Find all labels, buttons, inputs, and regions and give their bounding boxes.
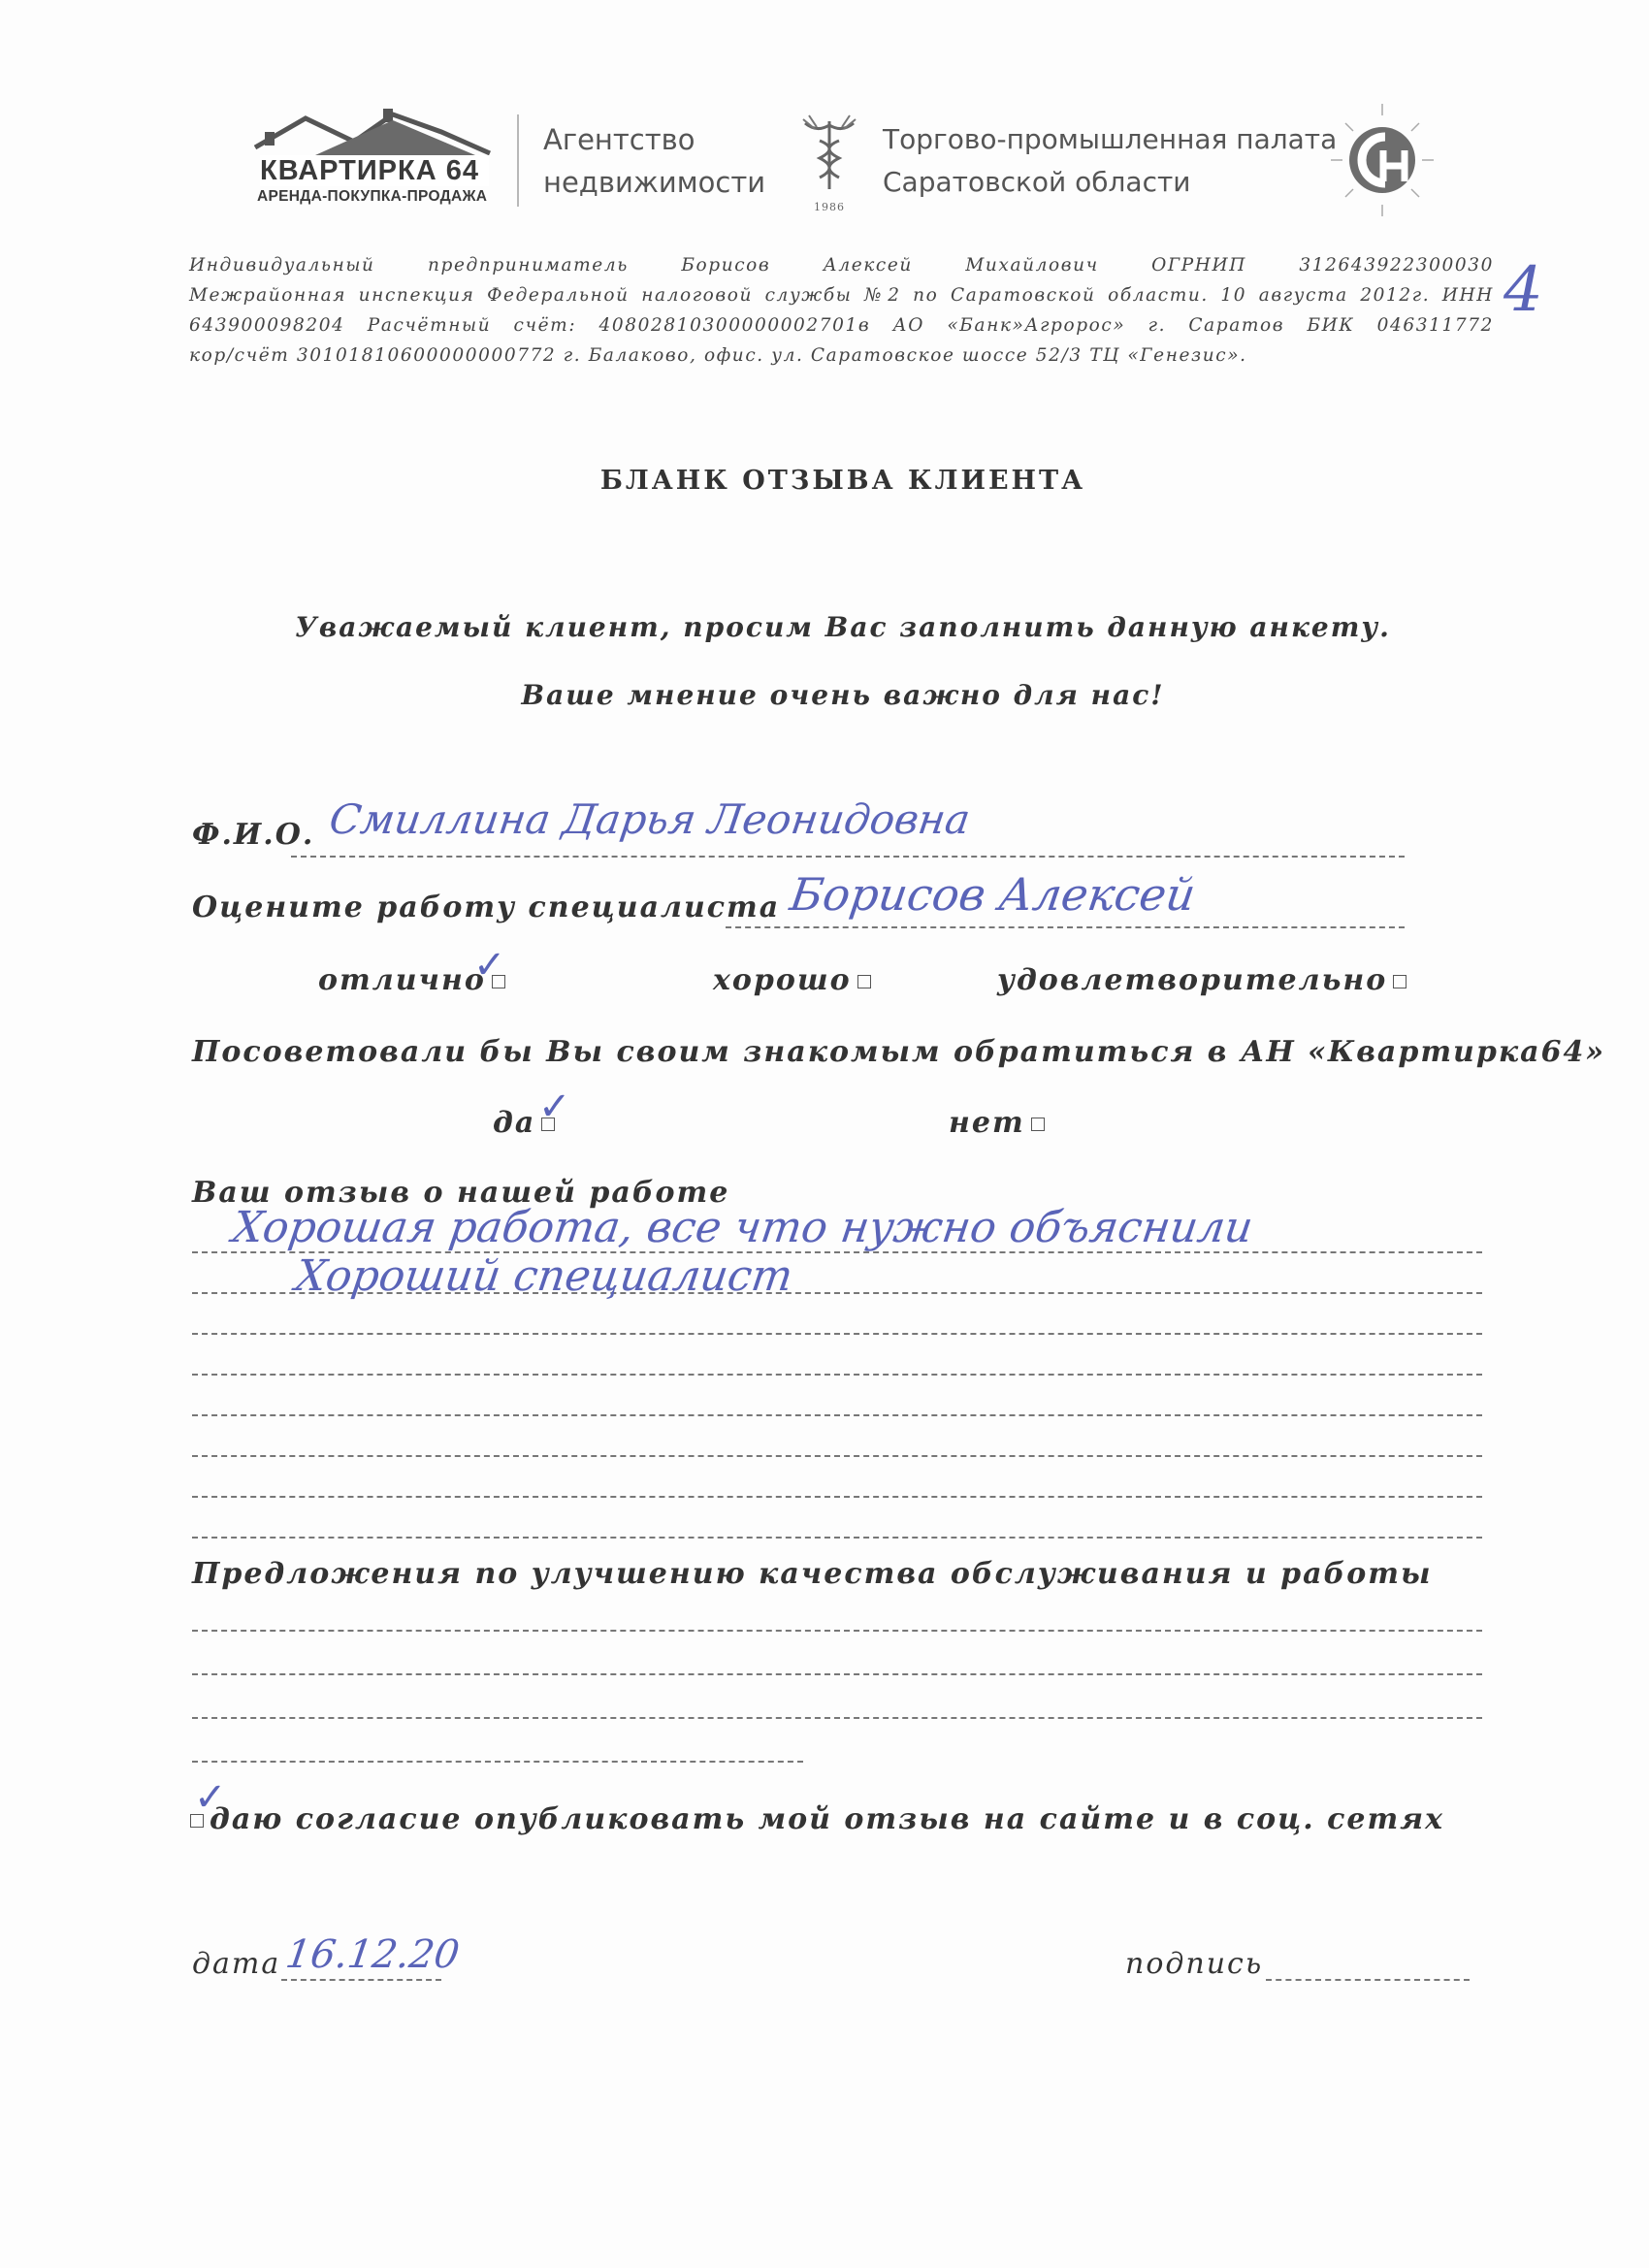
form-title: БЛАНК ОТЗЫВА КЛИЕНТА [599,466,1086,496]
recommend-no[interactable] [949,1106,1045,1140]
publish-consent-label: даю согласие опубликовать мой отзыв на сайте и в соц. сетях [210,1802,1444,1836]
header-divider [517,114,519,207]
agency-line-1: Агентство [543,123,695,156]
suggestions-line-2 [192,1673,1482,1675]
review-line-6 [192,1455,1482,1457]
publish-consent-check-icon: ✓ [194,1775,227,1820]
corner-handwritten-mark: 4 [1504,254,1543,326]
fio-label: Ф.И.О. [192,818,315,852]
requisites-line-2: Межрайонная инспекция Федеральной налоговой службы №2 по Саратовской области. 10 августа 2012г. ИНН [189,285,1494,306]
suggestions-line-4 [192,1761,803,1763]
rating-good-label: хорошо [713,963,852,997]
requisites-line-1: Индивидуальный предприниматель Борисов Алексей Михайлович ОГРНИП 312643922300030 [189,255,1494,275]
mercury-emblem-icon [795,112,863,213]
rating-excellent-label: отлично [318,963,486,997]
rating-excellent-check-icon: ✓ [473,943,506,988]
rating-satisfactory-label: удовлетворительно [997,963,1388,997]
greeting-line-1: Уважаемый клиент, просим Вас заполнить данную анкету. [295,611,1391,643]
fio-line [291,856,1405,858]
requisites-line-3: 643900098204 Расчётный счёт: 40802810300000002701в АО «Банк»Агророс» г. Саратов БИК 046311772 [189,315,1494,336]
logo-name: КВАРТИРКА 64 [260,155,489,186]
suggestions-line-1 [192,1630,1482,1632]
recommend-no-label: нет [949,1106,1025,1140]
suggestions-line-3 [192,1717,1482,1719]
logo-tagline: АРЕНДА-ПОКУПКА-ПРОДАЖА [257,188,488,205]
suggestions-label: Предложения по улучшению качества обслуживания и работы [192,1557,1433,1591]
review-text-line-2[interactable]: Хороший специалист [292,1251,796,1301]
date-label: дата [192,1947,281,1981]
rating-satisfactory[interactable] [997,963,1406,997]
agency-title [543,118,765,204]
greeting-line-2: Ваше мнение очень важно для нас! [521,679,1165,711]
publish-consent[interactable] [190,1802,1444,1836]
review-line-4 [192,1374,1482,1376]
agency-line-2: недвижимости [543,166,766,199]
specialist-label: Оцените работу специалиста [192,891,781,924]
review-line-8 [192,1537,1482,1539]
specialist-value[interactable]: Борисов Алексей [787,868,1199,921]
agency-logo [247,107,500,213]
chamber-line-1: Торгово-промышленная палата [883,123,1338,155]
recommend-yes-check-icon: ✓ [538,1085,571,1129]
recommend-yes-label: да [493,1106,536,1140]
review-text-line-1[interactable]: Хорошая работа, все что нужно объяснили [229,1203,1256,1252]
rating-good-checkbox[interactable] [857,975,871,988]
rating-satisfactory-checkbox[interactable] [1393,975,1406,988]
tpp-year: 1986 [814,201,845,213]
recommend-question: Посоветовали бы Вы своим знакомым обратиться в АН «Квартирка64» [192,1035,1606,1069]
chamber-line-2: Саратовской области [883,166,1191,198]
company-requisites [189,250,1494,371]
specialist-line [726,926,1405,928]
chamber-title [883,118,1337,204]
requisites-line-4: кор/счёт 30101810600000000772 г. Балаково, офис. ул. Саратовское шоссе 52/3 ТЦ «Генезис». [189,345,1247,366]
chamber-logo-icon [1329,102,1436,218]
date-value[interactable]: 16.12.20 [282,1932,463,1977]
rating-good[interactable] [713,963,871,997]
review-line-3 [192,1333,1482,1335]
date-line [281,1979,441,1981]
recommend-no-checkbox[interactable] [1031,1118,1045,1131]
fio-value[interactable]: Смиллина Дарья Леонидовна [326,795,974,843]
review-label: Ваш отзыв о нашей работе [192,1176,730,1210]
review-line-5 [192,1414,1482,1416]
signature-line[interactable] [1266,1979,1470,1981]
review-line-7 [192,1496,1482,1498]
signature-label: подпись [1125,1947,1264,1981]
